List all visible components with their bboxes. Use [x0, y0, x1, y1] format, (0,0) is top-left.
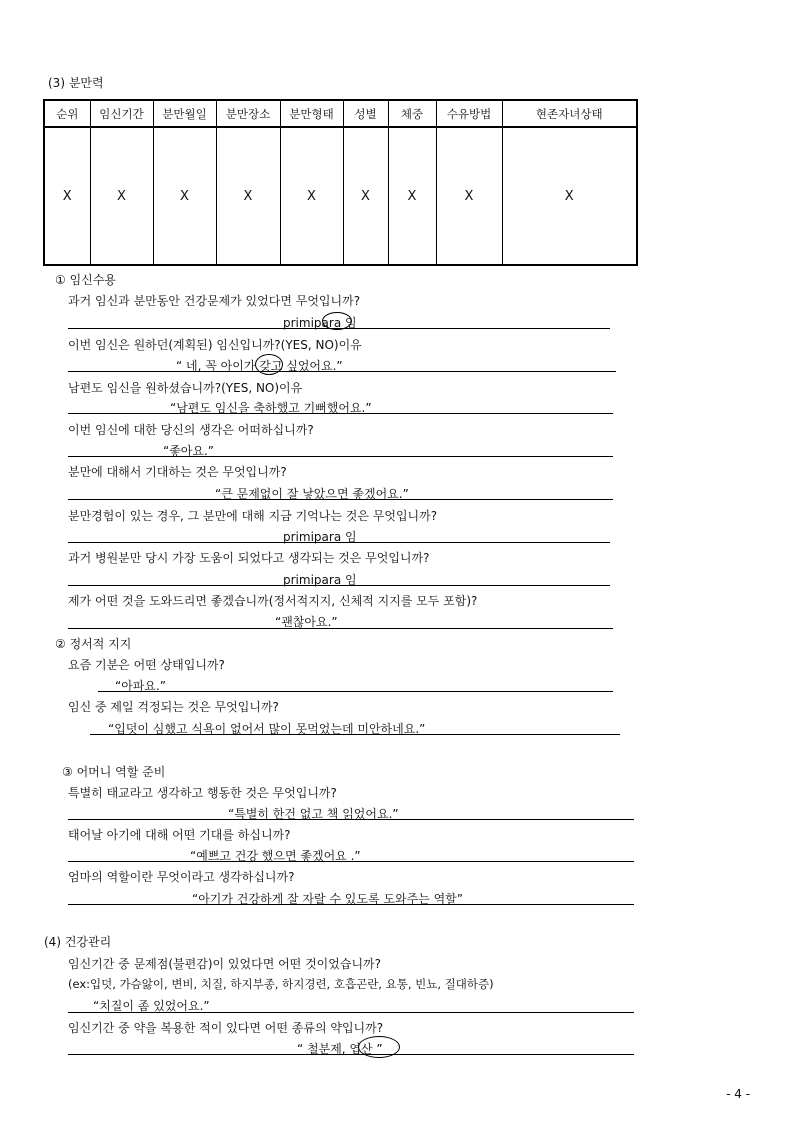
question-text: 분만에 대해서 기대하는 것은 무엇입니까?	[68, 465, 287, 479]
question-text: 엄마의 역할이란 무엇이라고 생각하십니까?	[68, 870, 295, 884]
answer-line	[68, 542, 610, 543]
table-cell: X	[153, 127, 216, 265]
question-text: 남편도 임신을 원하셨습니까?(YES, NO)이유	[68, 381, 303, 395]
birth-history-table	[43, 99, 638, 266]
table-cell: X	[44, 127, 90, 265]
answer-text: “입덧이 심했고 식욕이 없어서 많이 못먹었는데 미안하네요.”	[108, 722, 426, 736]
question-example: (ex:입덧, 가슴앓이, 변비, 치질, 하지부종, 하지경련, 호흡곤란, 요통, 빈뇨, 질대하증)	[68, 977, 494, 991]
question-text: 과거 병원분만 당시 가장 도움이 되었다고 생각되는 것은 무엇입니까?	[68, 551, 430, 565]
answer-line	[68, 1012, 634, 1013]
question-text: 과거 임신과 분만동안 건강문제가 있었다면 무엇입니까?	[68, 294, 361, 308]
subsection-title-pregnancy-acceptance: ① 임신수용	[55, 273, 116, 287]
header-sex: 성별	[343, 100, 388, 127]
section-title-health-management: (4) 건강관리	[44, 935, 112, 949]
subsection-title-emotional-support: ② 정서적 지지	[55, 637, 132, 651]
table-cell: X	[90, 127, 153, 265]
question-text: 특별히 태교라고 생각하고 행동한 것은 무엇입니까?	[68, 786, 337, 800]
answer-text: “특별히 한건 없고 책 읽었어요.”	[228, 807, 399, 821]
header-feeding: 수유방법	[436, 100, 502, 127]
question-text: 요즘 기분은 어떤 상태입니까?	[68, 658, 225, 672]
answer-line	[68, 371, 616, 372]
question-text: 이번 임신은 원하던(계획된) 임신입니까?(YES, NO)이유	[68, 338, 362, 352]
answer-text: “아기가 건강하게 잘 자랄 수 있도록 도와주는 역할”	[192, 892, 463, 906]
answer-text: “큰 문제없이 잘 낳았으면 좋겠어요.”	[215, 487, 409, 501]
answer-line	[68, 1054, 634, 1055]
header-rank: 순위	[44, 100, 90, 127]
answer-line	[68, 499, 613, 500]
answer-line	[68, 819, 634, 820]
table-row	[44, 127, 637, 265]
header-delivery-type: 분만형태	[280, 100, 343, 127]
answer-text: primipara 임	[283, 316, 357, 330]
answer-text: “괜찮아요.”	[275, 615, 338, 629]
answer-text: “ 철분제, 엽산 ”	[297, 1042, 383, 1056]
answer-line	[90, 734, 620, 735]
header-weight: 체중	[388, 100, 436, 127]
table-header-row	[44, 100, 637, 127]
question-text: 이번 임신에 대한 당신의 생각은 어떠하십니까?	[68, 423, 314, 437]
answer-text: “치질이 좀 있었어요.”	[93, 999, 210, 1013]
answer-text: “예쁘고 건강 했으면 좋겠어요 .”	[190, 849, 361, 863]
answer-line	[68, 328, 610, 329]
page-number: - 4 -	[726, 1087, 750, 1101]
question-text: 임신기간 중 약을 복용한 적이 있다면 어떤 종류의 약입니까?	[68, 1021, 384, 1035]
answer-text: primipara 임	[283, 573, 357, 587]
question-text: 태어날 아기에 대해 어떤 기대를 하십니까?	[68, 828, 291, 842]
header-gestation: 임신기간	[90, 100, 153, 127]
question-text: 임신 중 제일 걱정되는 것은 무엇입니까?	[68, 700, 279, 714]
table-cell: X	[436, 127, 502, 265]
question-text: 임신기간 중 문제점(불편감)이 있었다면 어떤 것이었습니까?	[68, 957, 382, 971]
answer-line	[68, 413, 613, 414]
answer-text: “아파요.”	[115, 679, 167, 693]
section-title-birth-history: (3) 분만력	[48, 76, 104, 90]
answer-text: “남편도 임신을 축하했고 기뻐했어요.”	[170, 401, 372, 415]
header-delivery-date: 분만월일	[153, 100, 216, 127]
header-child-status: 현존자녀상태	[502, 100, 637, 127]
subsection-title-mother-role: ③ 어머니 역할 준비	[62, 765, 166, 779]
table-cell: X	[216, 127, 280, 265]
answer-text: primipara 임	[283, 530, 357, 544]
answer-line	[98, 691, 613, 692]
answer-text: “ 네, 꼭 아이가 갖고 싶었어요.”	[176, 359, 343, 373]
table-cell: X	[343, 127, 388, 265]
answer-line	[68, 861, 634, 862]
answer-line	[68, 585, 610, 586]
table-cell: X	[388, 127, 436, 265]
header-delivery-place: 분만장소	[216, 100, 280, 127]
question-text: 제가 어떤 것을 도와드리면 좋겠습니까(정서적지지, 신체적 지지를 모두 포함)?	[68, 594, 478, 608]
question-text: 분만경험이 있는 경우, 그 분만에 대해 지금 기억나는 것은 무엇입니까?	[68, 509, 438, 523]
table-cell: X	[502, 127, 637, 265]
answer-line	[68, 456, 613, 457]
answer-line	[68, 628, 613, 629]
answer-line	[68, 904, 634, 905]
table-cell: X	[280, 127, 343, 265]
answer-text: “좋아요.”	[163, 444, 215, 458]
